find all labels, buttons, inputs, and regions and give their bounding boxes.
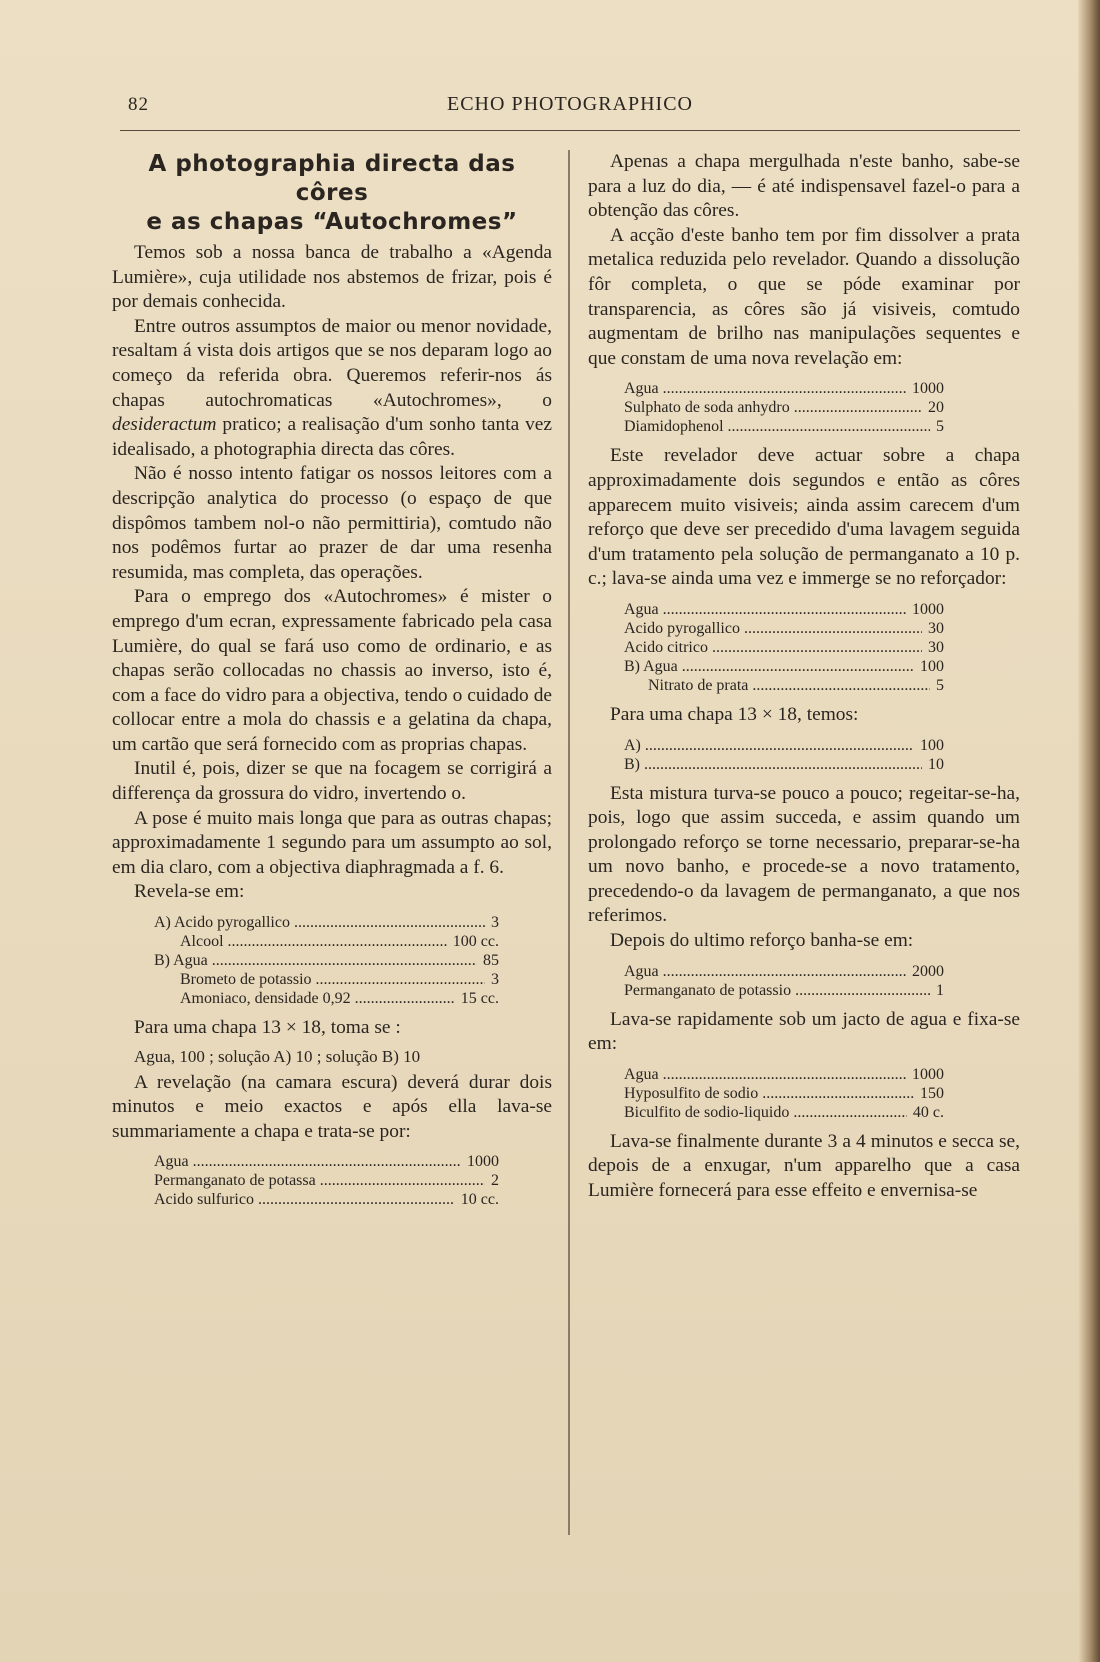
- ingredient-name: Agua .....: [154, 1152, 461, 1171]
- ingredient-name: Brometo de potassio .....: [154, 970, 485, 989]
- paragraph: [112, 315, 552, 463]
- ingredient-quantity: 40 c.: [912, 1103, 944, 1121]
- running-title: ECHO PHOTOGRAPHICO: [447, 93, 693, 115]
- formula-row: [624, 1103, 944, 1122]
- paragraph: A pose é muito mais longa que para as outras chapas; approximadamente 1 segundo para um assumpto ao sol, em dia claro, com a objectiva diaphragmada a f. 6.: [112, 807, 552, 878]
- formula-table: [588, 600, 1020, 695]
- formula-table: [588, 962, 1020, 1000]
- paragraph: Apenas a chapa mergulhada n'este banho, sabe-se para a luz do dia, — é até indispensavel fazel-o para a obtenção das côres.: [588, 151, 1020, 222]
- formula-row: [624, 600, 944, 619]
- ingredient-quantity: 3: [491, 914, 499, 932]
- formula-row: [154, 951, 499, 970]
- italic-term: desideractum: [112, 414, 217, 436]
- ingredient-quantity: 15 cc.: [460, 990, 499, 1008]
- ingredient-name: B) Agua .....: [624, 657, 914, 676]
- ingredient-name: Nitrato de prata .....: [624, 676, 930, 695]
- paragraph: Revela-se em:: [134, 881, 245, 903]
- paragraph: Lava-se rapidamente sob um jacto de agua e fixa-se em:: [588, 1008, 1020, 1055]
- page-edge: [1078, 0, 1100, 1662]
- dilution-line: Agua, 100 ; solução A) 10 ; solução B) 10: [134, 1046, 421, 1066]
- formula-row: [154, 932, 499, 951]
- ingredient-quantity: 1000: [912, 600, 944, 618]
- paragraph: Para o emprego dos «Autochromes» é mister o emprego d'um ecran, expressamente fabricado pela casa Lumière, do qual se fará uso como de ordinario, e as chapas serão collocadas no chassis ao inverso, isto é, com a face do vidro para a objectiva, tendo o cuidado de collocar entre a mola do chassis e a gelatina da chapa, um cartão que será fornecido com as proprias chapas.: [112, 586, 552, 755]
- formula-table: [588, 379, 1020, 436]
- paragraph: Depois do ultimo reforço banha-se em:: [610, 930, 914, 952]
- paragraph: Lava-se finalmente durante 3 a 4 minutos e secca se, depois de a enxugar, n'um apparelho que a casa Lumière fornecerá para esse effeito e envernisa-se: [588, 1130, 1020, 1202]
- page-header: [120, 88, 1020, 128]
- ingredient-name: Acido pyrogallico .....: [624, 619, 922, 638]
- ingredient-name: Hyposulfito de sodio .....: [624, 1084, 914, 1103]
- ingredient-quantity: 30: [928, 619, 944, 637]
- text-run: Entre outros assumptos de maior ou menor novidade, resaltam á vista dois artigos que se nos deparam logo ao começo da referida obra. Queremos referir-nos ás chapas autochromaticas «Autochromes», o: [112, 315, 552, 411]
- formula-row: [624, 736, 944, 755]
- paragraph: Não é nosso intento fatigar os nossos leitores com a descripção analytica do processo (o espaço de que dispômos tambem nol-o não permittiria), comtudo não nos podêmos furtar ao prazer de dar uma resenha resumida, mas completa, das operações.: [112, 463, 552, 583]
- ingredient-name: A) .....: [624, 736, 914, 755]
- formula-row: [624, 379, 944, 398]
- ingredient-quantity: 1: [936, 981, 944, 999]
- paragraph: Para uma chapa 13 × 18, temos:: [610, 703, 859, 725]
- ingredient-name: Acido citrico .....: [624, 638, 922, 657]
- paragraph: A acção d'este banho tem por fim dissolver a prata metalica reduzida pelo revelador. Quando a dissolução fôr completa, o que se póde examinar por transparencia, as côres são já visiveis, comtudo augmentam de brilho nas manipulações sequentes e que constam de uma nova revelação em:: [588, 224, 1020, 369]
- left-column: [112, 150, 552, 1217]
- text-run: pratico; a realisação d'um sonho tanta vez idealisado, a photographia directa das côres.: [112, 414, 552, 460]
- ingredient-name: Agua .....: [624, 1065, 906, 1084]
- ingredient-quantity: 20: [928, 399, 944, 417]
- ingredient-name: Amoniaco, densidade 0,92 .....: [154, 989, 455, 1008]
- ingredient-quantity: 2: [491, 1172, 499, 1190]
- right-column: [588, 150, 1020, 1204]
- ingredient-name: Agua .....: [624, 600, 906, 619]
- ingredient-quantity: 100: [920, 736, 944, 754]
- formula-row: [154, 970, 499, 989]
- formula-row: [624, 981, 944, 1000]
- formula-row: [624, 417, 944, 436]
- formula-row: [154, 1190, 499, 1209]
- ingredient-name: Diamidophenol .....: [624, 417, 930, 436]
- formula-table: [588, 1065, 1020, 1122]
- column-divider: [568, 150, 570, 1535]
- ingredient-quantity: 100: [920, 657, 944, 675]
- ingredient-quantity: 85: [483, 952, 499, 970]
- ingredient-quantity: 100 cc.: [452, 933, 499, 951]
- paragraph: A revelação (na camara escura) deverá durar dois minutos e meio exactos e após ella lava-se summariamente a chapa e trata-se por:: [112, 1071, 552, 1142]
- article-title: [112, 150, 552, 237]
- ingredient-quantity: 10 cc.: [460, 1191, 499, 1209]
- ingredient-name: Agua .....: [624, 962, 906, 981]
- ingredient-name: Acido sulfurico .....: [154, 1190, 455, 1209]
- ingredient-quantity: 2000: [912, 962, 944, 980]
- ingredient-name: B) Agua .....: [154, 951, 477, 970]
- ingredient-quantity: 1000: [912, 1065, 944, 1083]
- formula-row: [154, 913, 499, 932]
- ingredient-name: Sulphato de soda anhydro .....: [624, 398, 922, 417]
- page-number: 82: [128, 94, 149, 115]
- ingredient-name: Permanganato de potassa .....: [154, 1171, 485, 1190]
- ingredient-name: Permanganato de potassio .....: [624, 981, 930, 1000]
- formula-row: [624, 638, 944, 657]
- paragraph: Para uma chapa 13 × 18, toma se :: [134, 1017, 401, 1039]
- ingredient-quantity: 30: [928, 638, 944, 656]
- title-line-2: e as chapas “Autochromes”: [146, 209, 518, 235]
- header-rule: [120, 130, 1020, 131]
- ingredient-quantity: 1000: [912, 380, 944, 398]
- ingredient-name: A) Acido pyrogallico .....: [154, 913, 485, 932]
- formula-row: [624, 962, 944, 981]
- ingredient-name: B) .....: [624, 755, 922, 774]
- ingredient-name: Alcool .....: [154, 932, 447, 951]
- paragraph: Inutil é, pois, dizer se que na focagem se corrigirá a differença da grossura do vidro, invertendo o.: [112, 758, 552, 805]
- formula-row: [624, 398, 944, 417]
- formula-row: [624, 676, 944, 695]
- formula-row: [624, 1065, 944, 1084]
- formula-row: [154, 989, 499, 1008]
- formula-row: [624, 755, 944, 774]
- ingredient-name: Agua .....: [624, 379, 906, 398]
- formula-row: [624, 657, 944, 676]
- ingredient-quantity: 1000: [467, 1153, 499, 1171]
- formula-table: [112, 913, 552, 1008]
- ingredient-quantity: 5: [936, 418, 944, 436]
- ingredient-quantity: 3: [491, 971, 499, 989]
- paragraph: Esta mistura turva-se pouco a pouco; regeitar-se-ha, pois, logo que assim succeda, e assim quando um prolongado reforço se torne necessario, preparar-se-ha um novo banho, e procede-se a novo tratamento, precedendo-o da lavagem de permanganato, a que nos referimos.: [588, 782, 1020, 927]
- formula-table: [112, 1152, 552, 1209]
- formula-row: [154, 1152, 499, 1171]
- ingredient-name: Biculfito de sodio-liquido .....: [624, 1103, 907, 1122]
- formula-row: [154, 1171, 499, 1190]
- formula-row: [624, 1084, 944, 1103]
- ingredient-quantity: 10: [928, 755, 944, 773]
- title-line-1: A photographia directa das côres: [148, 151, 516, 206]
- paragraph: Este revelador deve actuar sobre a chapa approximadamente dois segundos e então as côres apparecem muito visiveis; ainda assim carecem d'um reforço que deve ser precedido d'uma lavagem seguida d'um tratamento pela solução de permanganato a 10 p. c.; lava-se ainda uma vez e immerge se no reforçador:: [588, 445, 1020, 590]
- ingredient-quantity: 5: [936, 676, 944, 694]
- formula-table: [588, 736, 1020, 774]
- ingredient-quantity: 150: [920, 1084, 944, 1102]
- formula-row: [624, 619, 944, 638]
- paragraph: Temos sob a nossa banca de trabalho a «Agenda Lumière», cuja utilidade nos abstemos de frizar, pois é por demais conhecida.: [112, 242, 552, 313]
